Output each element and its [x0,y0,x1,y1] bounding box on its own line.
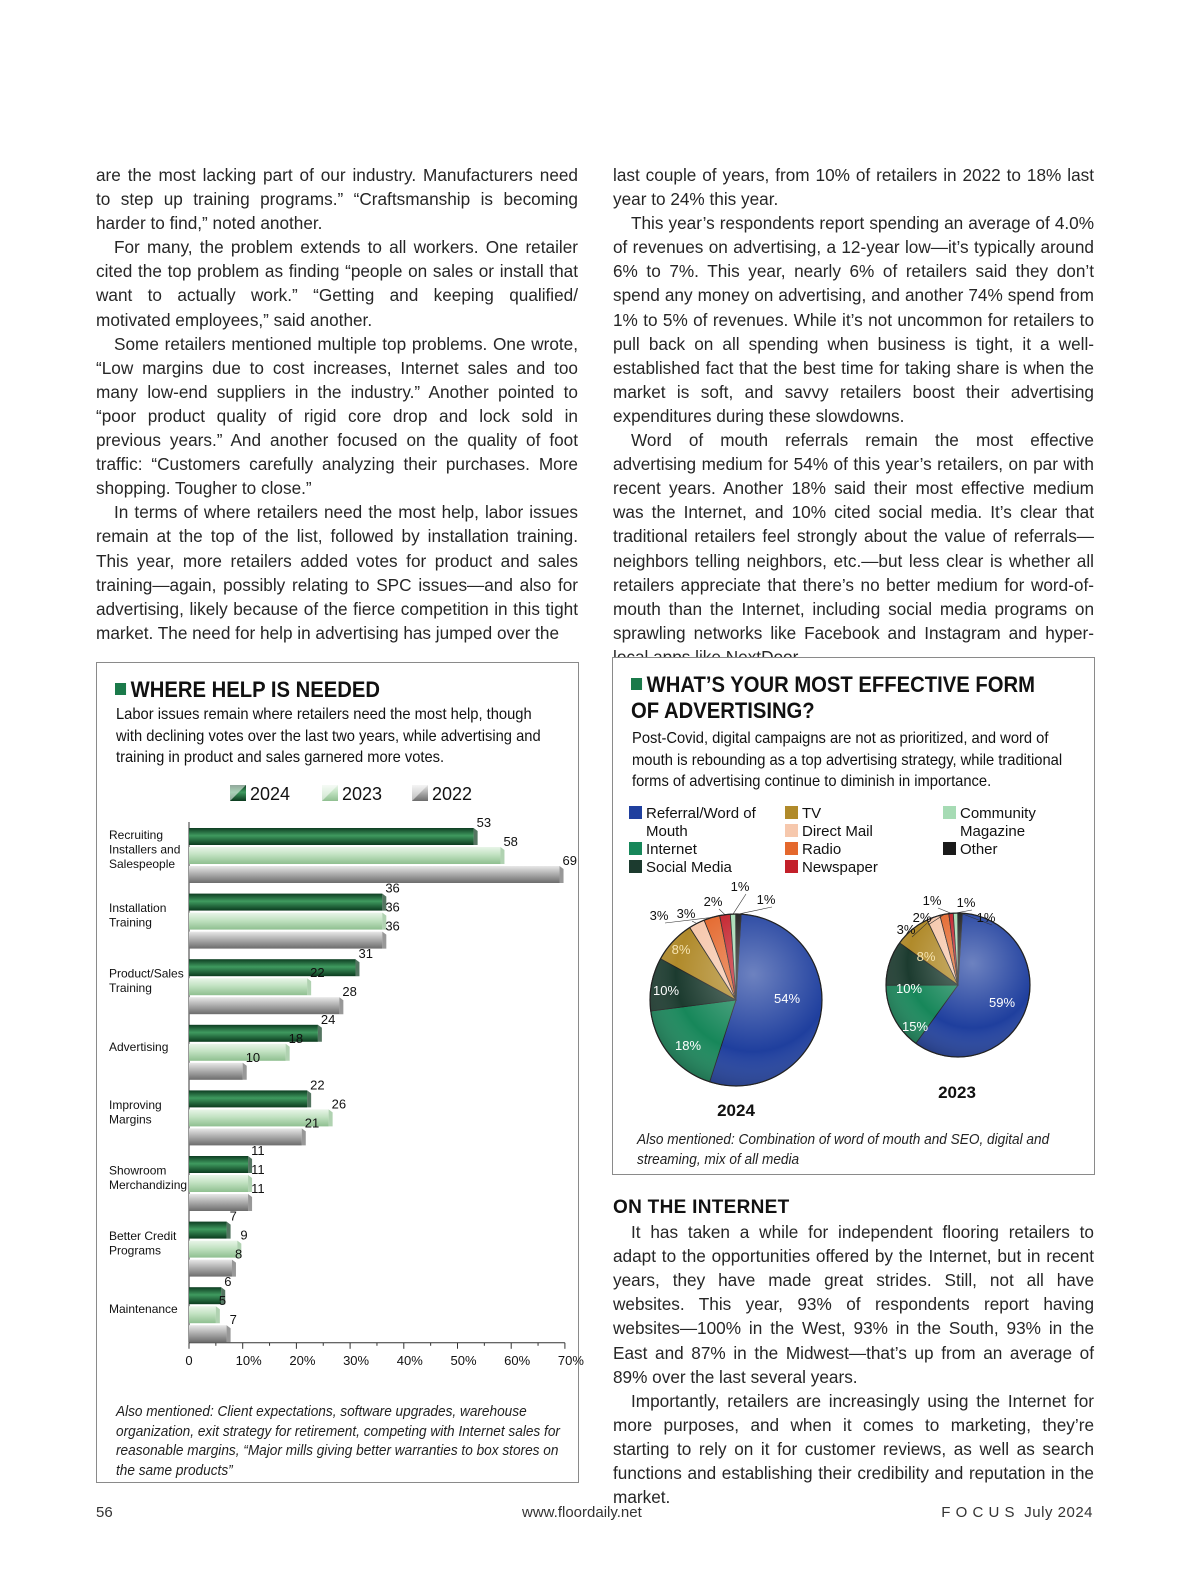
paragraph: This year’s respondents report spending an average of 4.0% of revenues on advertising, a 12-year low—it’s typically around 6% to 7%. This year, nearly 6% of retailers said they don’t spend any money on advertising, and another 74% spend from 1% to 5% of revenues. While it’s not uncommon for retailers to pull back on all spending when business is tight, it a well-established fact that the best time for taking share is when the market is soft, and savvy retailers boost their advertising expenditures during these slowdowns. [613,213,1094,426]
pie-value-label: 1% [756,892,776,907]
category-label-line: Training [109,981,152,996]
legend-label-line: Radio [802,841,842,858]
pie-2024 [650,879,822,1120]
bar-2022 [189,1063,243,1080]
bar-end-shade [500,847,504,864]
page-number: 56 [96,1504,113,1521]
bar-value-label: 36 [385,899,400,915]
pie-value-label: 18% [674,1038,702,1053]
bar-2023 [189,1175,248,1192]
bar-end-shade [307,1090,311,1107]
paragraph: Importantly, retailers are increasingly using the Internet for more purposes, and when it comes to marketing, they’re starting to rely on it for customer reviews, as well as search functions and establishing their credibility and reputation in the market. [613,1390,1094,1508]
chart-title-text: WHERE HELP IS NEEDED [130,677,380,702]
legend-label [646,841,698,858]
pie-leader-line [692,921,697,923]
chart-subtitle: Post-Covid, digital campaigns are not as prioritized, and word of mouth is rebounding as a top advertising strategy, while traditional forms of advertising continue to diminish in importance. [632,730,1063,790]
bar-2023 [189,1241,237,1258]
bar-value-label: 53 [476,815,492,830]
pie-leader-line [738,907,772,914]
x-tick-label: 70% [557,1352,584,1368]
bar-value-label: 10 [245,1049,261,1065]
legend-swatch [785,824,798,837]
article-column-right-top [613,163,1094,669]
legend-label [960,805,1036,840]
legend-label-line: Newspaper [802,859,878,876]
bar-2023 [189,1306,216,1323]
bar-value-label: 21 [304,1115,320,1131]
pie-leader-line [956,910,972,913]
pie-2023 [886,893,1030,1102]
bar-value-label: 22 [310,1077,325,1093]
bar-end-shade [307,978,311,995]
pie-value-label: 1% [976,910,996,925]
bar-2023 [189,1044,286,1061]
bar-end-shade [227,1222,231,1239]
category-label [109,901,166,930]
legend-label-line: Magazine [960,823,1026,840]
x-tick-label: 40% [396,1352,423,1368]
bar-2022 [189,1325,227,1342]
category-label [109,1302,178,1316]
bar-value-label: 24 [320,1011,336,1027]
legend-label-line: Community [960,805,1036,822]
legend-label-line: Social Media [646,859,732,876]
bar-end-shade [227,1325,231,1342]
bar-2024 [189,828,474,845]
legend-swatch [943,806,956,819]
x-tick-label: 20% [289,1352,316,1368]
bar-value-label: 36 [385,918,400,934]
paragraph: Word of mouth referrals remain the most effective advertising medium for 54% of this year’s retailers, on par with recent years. Another 18% said their most effective medium was the Internet, and 10% cited social media. It’s clear that traditional retailers feel strongly about the value of referrals—neighbors telling neighbors, etc.—but less clear is whether all retailers appreciate that there’s no better medium for word-of-mouth than the Internet, including social media programs on sprawling networks like Facebook and Instagram and hyper- [613,430,1094,643]
advertising-pie-charts [613,658,1091,1128]
x-tick-label: 50% [450,1352,477,1368]
bar-value-label: 69 [562,853,577,868]
legend-swatch [785,806,798,819]
bar-value-label: 28 [342,984,357,1000]
bar-2022 [189,866,560,883]
bar-value-label: 31 [358,946,373,962]
bar-value-label: 5 [218,1293,227,1309]
where-help-chart-box [96,662,584,1483]
bar-end-shade [216,1306,220,1323]
article-column-right-bottom [613,1196,1094,1509]
category-label-line: Salespeople [109,857,176,871]
pie-value-label: 8% [916,949,936,964]
legend-label-2023: 2023 [342,784,383,804]
x-tick-label: 0 [185,1352,193,1368]
bar-end-shade [382,932,386,949]
pie-value-label: 59% [988,995,1016,1010]
pie-value-label: 1% [956,895,976,910]
pie-year-label: 2023 [938,1083,976,1102]
pie-value-label: 3% [676,906,696,921]
pie-value-label: 3% [896,922,916,937]
paragraph: In terms of where retailers need the most help, labor issues remain at the top of the list, followed by installation training. This year, more retailers added votes for product and sales training—again, possibly relating to SPC issues—and also for advertising, likely because of the fierce competition in this tight market. The need for help in advertising has jumped over the [96,502,578,643]
bar-value-label: 7 [229,1208,237,1224]
bar-2023 [189,847,500,864]
bar-end-shade [339,997,343,1014]
category-label-line: Recruiting [109,828,164,842]
pie-year-label: 2024 [717,1101,755,1120]
bar-2023 [189,978,307,995]
pie-value-label: 54% [773,991,801,1006]
bar-value-label: 11 [251,1162,265,1177]
bar-2024 [189,1287,221,1304]
legend-label-line: Internet [646,841,697,858]
bar-end-shade [286,1044,290,1061]
pie-value-label: 8% [671,942,691,957]
category-label [109,828,180,871]
pie-value-label: 10% [652,983,680,998]
pie-value-label: 15% [901,1019,929,1034]
category-label-line: Better Credit [109,1229,177,1244]
where-help-bar-chart [97,663,584,1383]
pie-value-label: 1% [730,879,750,894]
bar-end-shade [355,959,359,976]
category-label-line: Merchandizing [109,1178,188,1192]
pie-value-label: 10% [895,981,923,996]
legend-label-line: TV [802,805,822,822]
legend-label-line: Direct Mail [802,823,873,840]
category-label-line: Installation [109,901,167,916]
article-column-left [96,163,578,645]
bar-end-shade [232,1260,236,1277]
legend-label-2024: 2024 [250,784,291,804]
legend-label [646,805,757,840]
legend-label-2022: 2022 [432,784,473,804]
legend-label [802,823,873,840]
paragraph: It has taken a while for independent flooring retailers to adapt to the opportunities offered by the Internet, but in recent years, they have made great strides. Still, not all have websites. This year, 93% of respondents report having websites—100% in the West, 93% in the South, 93% in the East and 87% in the Midwest—that’s up from an average of 89% over the last several years. [613,1222,1094,1387]
pie-leader-line [733,894,746,914]
legend-label-line: Referral/Word of [646,805,756,822]
legend-swatch [629,806,642,819]
chart-note: Also mentioned: Combination of word of mouth and SEO, digital and streaming, mix of all media [637,1132,1050,1168]
bar-value-label: 9 [240,1227,248,1243]
category-label [109,1164,187,1193]
x-tick-label: 60% [504,1352,531,1368]
bar-value-label: 6 [224,1274,232,1290]
category-label [109,1040,168,1054]
bar-2023 [189,913,382,930]
category-label [109,967,184,996]
bar-value-label: 11 [251,1181,265,1196]
chart-title-text: WHAT’S YOUR MOST EFFECTIVE FORM OF ADVERTISING? [631,672,1035,723]
bar-2024 [189,894,382,911]
bar-value-label: 26 [331,1096,347,1112]
legend-label [960,841,998,858]
bar-2022 [189,1194,248,1211]
pie-value-label: 1% [922,893,942,908]
legend-swatch [785,842,798,855]
bar-end-shade [248,1194,252,1211]
bar-value-label: 18 [288,1030,304,1046]
category-label-line: Margins [109,1112,152,1127]
bar-value-label: 58 [503,834,518,849]
legend-swatch [943,842,956,855]
category-label [109,1229,177,1258]
chart-note: Also mentioned: Client expectations, software upgrades, warehouse organization, exit strategy for retirement, competing with Internet sales for reasonable margins, “Major mills giving better warranties to box stores on the same products” [116,1404,560,1479]
category-label-line: Training [109,915,152,930]
pie-value-label: 3% [649,908,669,923]
pie-leader-line [719,909,725,915]
legend-label-line: Mouth [646,823,688,840]
bar-2022 [189,997,339,1014]
legend-label [646,859,733,876]
x-tick-label: 30% [343,1352,370,1368]
bar-2022 [189,932,382,949]
bar-end-shade [329,1109,333,1126]
bar-end-shade [243,1063,247,1080]
paragraph: Some retailers mentioned multiple top problems. One wrote, “Low margins due to cost increases, Internet sales and too many low-end suppliers in the industry.” Another pointed to “poor product quality of rigid core drop and lock sold in previous years.” And another focused on the quality of foot traffic: “Customers carefully analyzing their purchases. More shopping. Tougher to close.” [96,333,578,499]
pie-value-label: 2% [912,910,932,925]
category-label-line: Maintenance [109,1302,178,1317]
category-label-line: Installers and [109,842,181,857]
bar-value-label: 36 [385,880,400,896]
legend-label [802,859,878,876]
bar-end-shade [318,1025,322,1042]
advertising-chart-box [612,657,1095,1175]
legend-label-line: Other [960,841,998,858]
paragraph: last couple of years, from 10% of retailers in 2022 to 18% last year to 24% this year. [613,165,1094,210]
bar-2024 [189,1156,248,1173]
paragraph: are the most lacking part of our industry. Manufacturers need to step up training programs.” “Craftsmanship is becoming harder to find,” noted another. [96,165,578,234]
pie-value-label: 2% [703,894,723,909]
paragraph: For many, the problem extends to all workers. One retailer cited the top problem as finding “people on sales or install that want to actually work.” “Getting and keeping qualified/ motivated employees,” said another. [96,237,578,330]
chart-subtitle: Labor issues remain where retailers need the most help, though with declining votes over the last two years, while advertising and training in product and sales garnered more votes. [116,706,541,766]
bar-value-label: 11 [251,1143,265,1158]
x-tick-label: 10% [235,1352,262,1368]
bar-2024 [189,959,355,976]
bar-2022 [189,1128,302,1145]
legend-label [802,841,841,858]
legend-swatch [785,860,798,873]
category-label-line: Improving [109,1097,162,1112]
category-label-line: Advertising [109,1039,169,1054]
bar-end-shade [560,866,564,883]
section-heading: ON THE INTERNET [613,1197,790,1218]
legend-label [802,805,821,822]
bar-end-shade [474,828,478,845]
category-label-line: Product/Sales [109,966,184,981]
bar-2024 [189,1090,307,1107]
footer-publication: F O C U S July 2024 [941,1504,1093,1521]
legend-swatch [629,842,642,855]
pie-leader-line [938,908,951,913]
category-label-line: Programs [109,1243,162,1258]
bar-value-label: 22 [310,965,325,981]
bar-end-shade [302,1128,306,1145]
category-label [109,1098,162,1127]
bar-value-label: 7 [229,1312,237,1328]
bar-value-label: 8 [234,1246,243,1262]
footer-website: www.floordaily.net [522,1504,642,1521]
legend-swatch [629,860,642,873]
bar-2024 [189,1222,227,1239]
category-label-line: Showroom [109,1163,167,1178]
